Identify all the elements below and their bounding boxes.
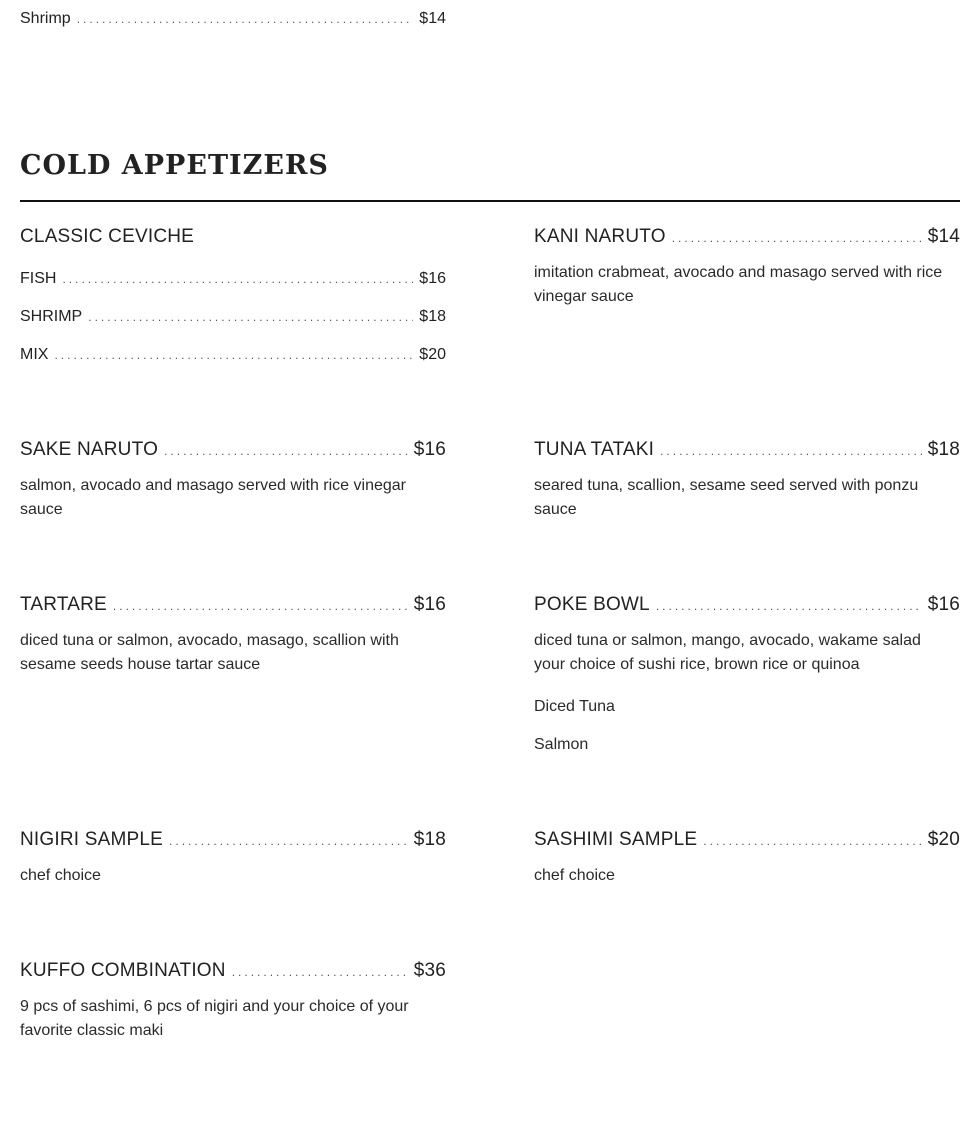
item-price: $20 [927, 829, 960, 850]
dot-leader [113, 599, 408, 613]
section-title: COLD APPETIZERS [20, 150, 329, 181]
option-price: $18 [419, 308, 446, 325]
item-description: salmon, avocado and masago served with rice vinegar sauce [20, 477, 406, 518]
ceviche-option-fish [20, 270, 446, 288]
dot-leader [62, 272, 413, 286]
menu-item-shrimp [20, 10, 446, 28]
item-description: imitation crabmeat, avocado and masago served with rice vinegar sauce [534, 264, 943, 305]
item-price: $16 [927, 594, 960, 615]
dot-leader [660, 444, 922, 458]
item-name: KUFFO COMBINATION [20, 960, 226, 981]
ceviche-option-mix [20, 346, 446, 364]
menu-item-sake-naruto [20, 439, 446, 461]
dot-leader [232, 965, 408, 979]
dot-leader [164, 444, 408, 458]
item-name: SAKE NARUTO [20, 439, 159, 460]
option-name: SHRIMP [20, 308, 83, 325]
dot-leader [169, 834, 408, 848]
option-price: $16 [419, 270, 446, 287]
option-name: MIX [20, 346, 49, 363]
dot-leader [703, 834, 921, 848]
item-price: $16 [413, 594, 446, 615]
section-divider [20, 200, 960, 202]
item-description: 9 pcs of sashimi, 6 pcs of nigiri and your choice of your favorite classic maki [20, 998, 409, 1039]
menu-item-sashimi-sample [534, 829, 960, 851]
poke-option-diced-tuna: Diced Tuna [534, 698, 615, 715]
item-description: diced tuna or salmon, mango, avocado, wakame salad your choice of sushi rice, brown rice or quinoa [534, 632, 921, 673]
item-name: TUNA TATAKI [534, 439, 655, 460]
item-price: $14 [927, 226, 960, 247]
item-name: KANI NARUTO [534, 226, 666, 247]
dot-leader [77, 12, 414, 26]
poke-option-salmon: Salmon [534, 736, 589, 753]
item-name: TARTARE [20, 594, 107, 615]
item-name: Shrimp [20, 10, 71, 27]
menu-item-kani-naruto [534, 226, 960, 248]
item-price: $18 [413, 829, 446, 850]
menu-item-tuna-tataki [534, 439, 960, 461]
item-price: $16 [413, 439, 446, 460]
menu-item-kuffo-combination [20, 960, 446, 982]
option-price: $20 [419, 346, 446, 363]
menu-item-tartare [20, 594, 446, 616]
item-price: $36 [413, 960, 446, 981]
item-description: diced tuna or salmon, avocado, masago, scallion with sesame seeds house tartar sauce [20, 632, 399, 673]
item-name: POKE BOWL [534, 594, 650, 615]
item-price: $14 [419, 10, 446, 27]
item-name: SASHIMI SAMPLE [534, 829, 698, 850]
ceviche-option-shrimp [20, 308, 446, 326]
item-name: NIGIRI SAMPLE [20, 829, 164, 850]
option-name: FISH [20, 270, 57, 287]
item-description: chef choice [534, 867, 615, 884]
dot-leader [88, 310, 413, 324]
item-price: $18 [927, 439, 960, 460]
menu-item-poke-bowl [534, 594, 960, 616]
menu-item-nigiri-sample [20, 829, 446, 851]
dot-leader [656, 599, 922, 613]
classic-ceviche-title: CLASSIC CEVICHE [20, 226, 195, 247]
dot-leader [54, 348, 413, 362]
item-description: seared tuna, scallion, sesame seed served with ponzu sauce [534, 477, 919, 518]
item-description: chef choice [20, 867, 101, 884]
dot-leader [672, 231, 922, 245]
